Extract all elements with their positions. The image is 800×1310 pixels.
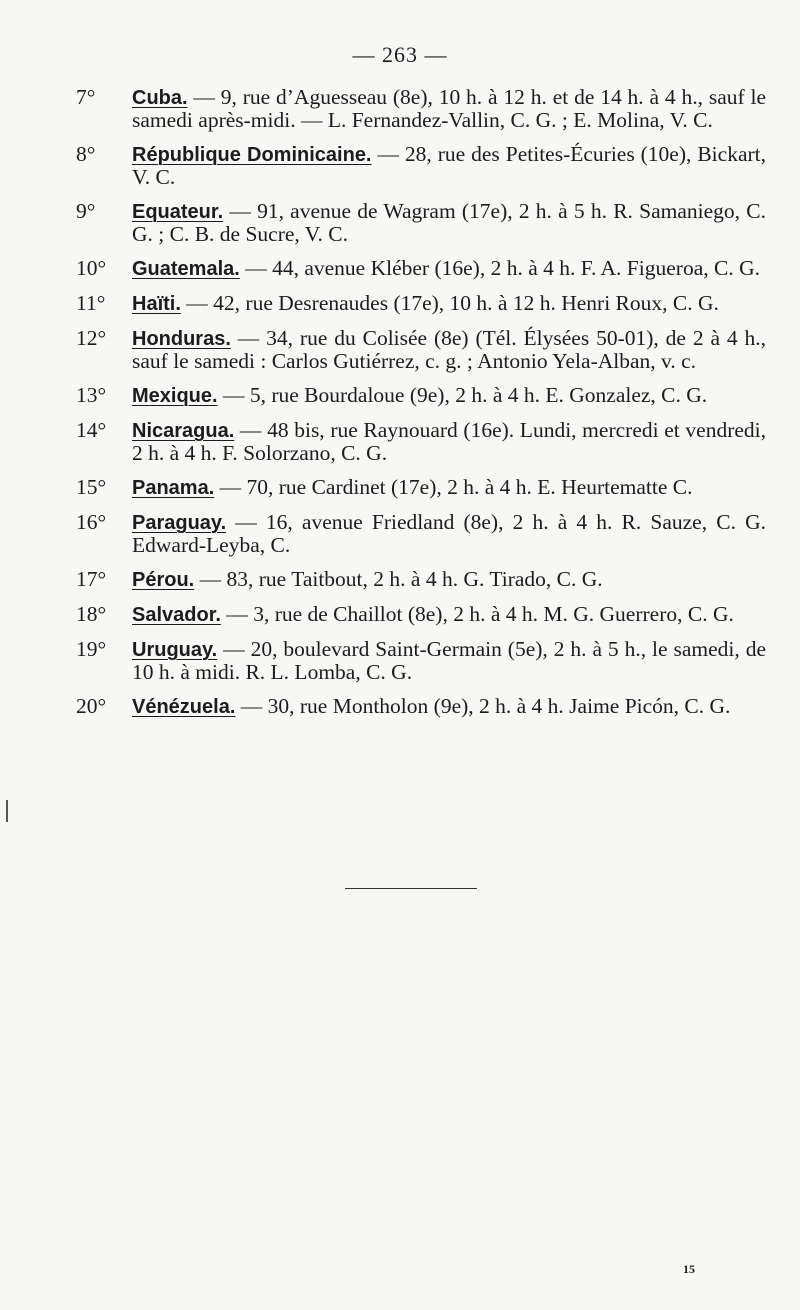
consulate-list xyxy=(76,86,766,730)
entry-number: 16° xyxy=(76,510,107,534)
list-item xyxy=(76,143,766,188)
entry-number: 8° xyxy=(76,142,96,166)
country-name: Honduras. xyxy=(132,328,231,350)
entry-details: — 34, rue du Colisée (8e) (Tél. Élysées 50-01), de 2 à 4 h., sauf le samedi : Carlos Gutiérrez, c. g. ; Antonio Yela-Alban, v. c. xyxy=(132,326,766,373)
entry-number: 7° xyxy=(76,85,96,109)
list-item xyxy=(76,327,766,372)
country-name: Mexique. xyxy=(132,385,218,407)
margin-mark xyxy=(6,800,8,822)
entry-details: — 42, rue Desrenaudes (17e), 10 h. à 12 h. Henri Roux, C. G. xyxy=(180,291,719,315)
list-item xyxy=(76,511,766,556)
entry-details: — 48 bis, rue Raynouard (16e). Lundi, mercredi et vendredi, 2 h. à 4 h. F. Solorzano, C. G. xyxy=(132,418,766,465)
entry-details: — 70, rue Cardinet (17e), 2 h. à 4 h. E. Heurtematte C. xyxy=(214,475,693,499)
list-item xyxy=(76,419,766,464)
country-name: Haïti. xyxy=(132,293,181,315)
country-name: Equateur. xyxy=(132,201,224,223)
entry-details: — 44, avenue Kléber (16e), 2 h. à 4 h. F. A. Figueroa, C. G. xyxy=(239,256,760,280)
country-name: Paraguay. xyxy=(132,512,227,534)
section-divider xyxy=(345,888,477,889)
entry-number: 19° xyxy=(76,637,107,661)
entry-number: 11° xyxy=(76,291,106,315)
entry-number: 14° xyxy=(76,418,107,442)
list-item xyxy=(76,257,766,280)
entry-details: — 30, rue Montholon (9e), 2 h. à 4 h. Jaime Picón, C. G. xyxy=(235,694,731,718)
entry-details: — 91, avenue de Wagram (17e), 2 h. à 5 h. R. Samaniego, C. G. ; C. B. de Sucre, V. C. xyxy=(132,199,766,246)
entry-details: — 16, avenue Friedland (8e), 2 h. à 4 h. R. Sauze, C. G. Edward-Leyba, C. xyxy=(132,510,766,557)
entry-number: 20° xyxy=(76,694,107,718)
list-item xyxy=(76,638,766,683)
entry-details: — 20, boulevard Saint-Germain (5e), 2 h. à 5 h., le samedi, de 10 h. à midi. R. L. Lomba, C. G. xyxy=(132,637,766,684)
entry-number: 12° xyxy=(76,326,107,350)
entry-details: — 83, rue Taitbout, 2 h. à 4 h. G. Tirado, C. G. xyxy=(194,567,603,591)
country-name: Guatemala. xyxy=(132,258,240,280)
country-name: Uruguay. xyxy=(132,639,218,661)
country-name: Vénézuela. xyxy=(132,696,236,718)
list-item xyxy=(76,603,766,626)
entry-number: 10° xyxy=(76,256,107,280)
list-item xyxy=(76,384,766,407)
country-name: Salvador. xyxy=(132,604,221,626)
list-item xyxy=(76,695,766,718)
sheet-number: 15 xyxy=(683,1262,695,1276)
entry-number: 13° xyxy=(76,383,107,407)
entry-details: — 3, rue de Chaillot (8e), 2 h. à 4 h. M. G. Guerrero, C. G. xyxy=(220,602,734,626)
entry-number: 9° xyxy=(76,199,96,223)
entry-number: 17° xyxy=(76,567,107,591)
country-name: Panama. xyxy=(132,477,215,499)
list-item xyxy=(76,292,766,315)
page-number: — 263 — xyxy=(352,42,448,67)
country-name: Nicaragua. xyxy=(132,420,235,442)
entry-number: 18° xyxy=(76,602,107,626)
list-item xyxy=(76,476,766,499)
entry-details: — 9, rue d’Aguesseau (8e), 10 h. à 12 h. et de 14 h. à 4 h., sauf le samedi après-midi. — L. Fernandez-Vallin, C. G. ; E. Molina, V. C. xyxy=(132,85,766,132)
entry-details: — 5, rue Bourdaloue (9e), 2 h. à 4 h. E. Gonzalez, C. G. xyxy=(217,383,708,407)
country-name: Pérou. xyxy=(132,569,195,591)
country-name: Cuba. xyxy=(132,87,188,109)
country-name: République Dominicaine. xyxy=(132,144,372,166)
entry-details: — 28, rue des Petites-Écuries (10e), Bickart, V. C. xyxy=(132,142,766,189)
list-item xyxy=(76,568,766,591)
entry-number: 15° xyxy=(76,475,107,499)
list-item xyxy=(76,200,766,245)
list-item xyxy=(76,86,766,131)
